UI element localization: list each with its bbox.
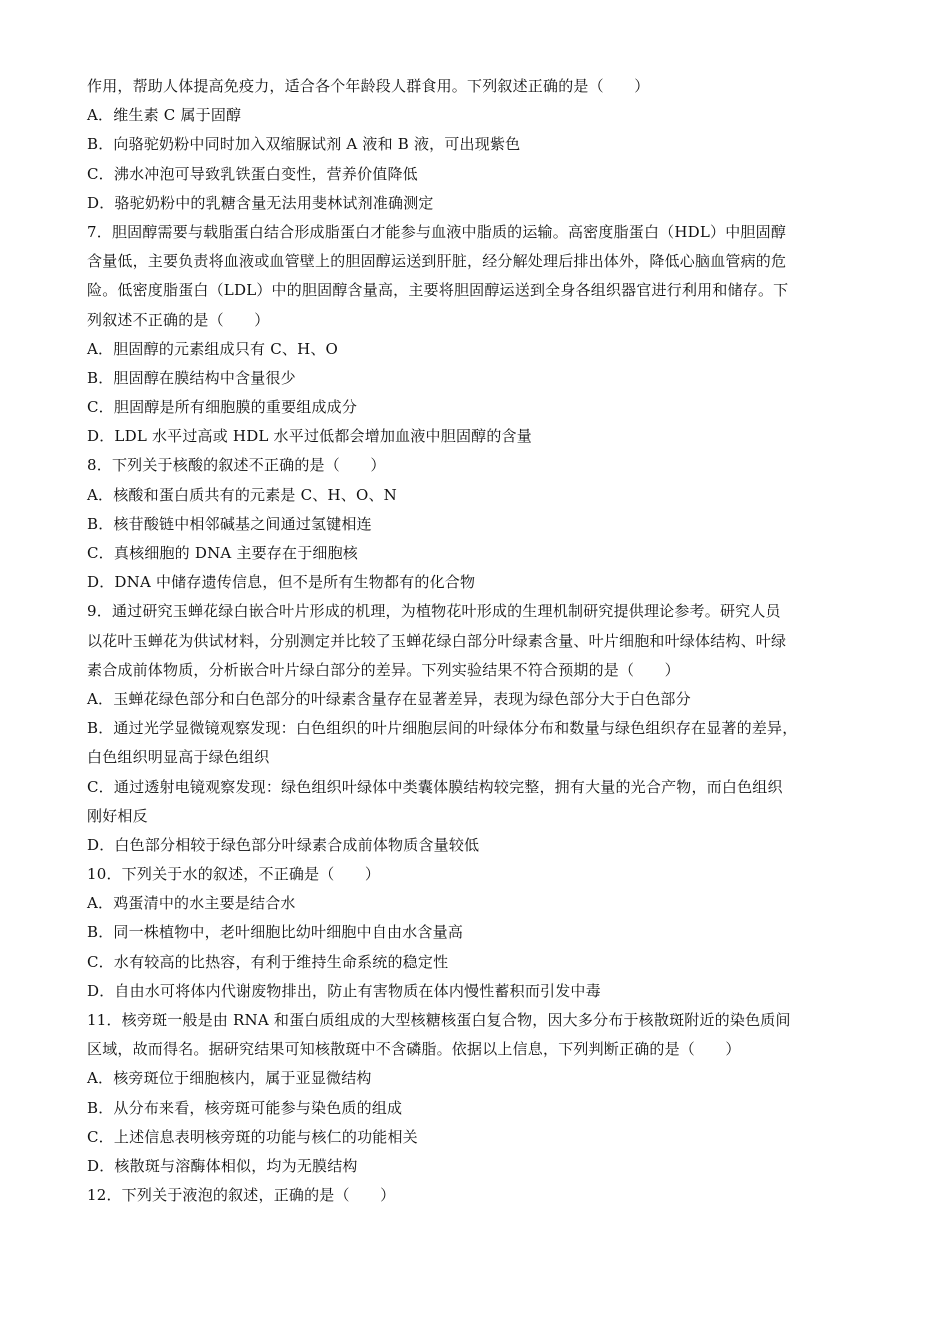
question-7-option-c: C．胆固醇是所有细胞膜的重要组成成分 xyxy=(87,398,358,417)
question-11-option-b: B．从分布来看，核旁斑可能参与染色质的组成 xyxy=(87,1098,403,1117)
question-11-option-c: C．上述信息表明核旁斑的功能与核仁的功能相关 xyxy=(87,1127,418,1146)
question-9-option-b-line-2: 白色组织明显高于绿色组织 xyxy=(87,748,270,767)
question-7-option-d: D．LDL 水平过高或 HDL 水平过低都会增加血液中胆固醇的含量 xyxy=(87,427,532,446)
question-7-stem-line-4: 列叙述不正确的是（ ） xyxy=(87,310,270,329)
question-10-option-d: D．自由水可将体内代谢废物排出，防止有害物质在体内慢性蓄积而引发中毒 xyxy=(87,981,601,1000)
question-9-stem-line-1: 9．通过研究玉蝉花绿白嵌合叶片形成的机理，为植物花叶形成的生理机制研究提供理论参考。研究人员 xyxy=(87,602,781,621)
exam-page xyxy=(87,72,877,1210)
question-6-option-a: A．维生素 C 属于固醇 xyxy=(87,106,242,125)
question-8-option-a: A．核酸和蛋白质共有的元素是 C、H、O、N xyxy=(87,485,397,504)
question-10-option-c: C．水有较高的比热容，有利于维持生命系统的稳定性 xyxy=(87,952,449,971)
question-9-option-c-line-2: 刚好相反 xyxy=(87,806,148,825)
question-8-option-c: C．真核细胞的 DNA 主要存在于细胞核 xyxy=(87,544,358,562)
question-9-option-b-line-1: B．通过光学显微镜观察发现：白色组织的叶片细胞层间的叶绿体分布和数量与绿色组织存在显著的差异， xyxy=(87,719,798,738)
question-10-option-a: A．鸡蛋清中的水主要是结合水 xyxy=(87,894,296,913)
question-10-stem: 10．下列关于水的叙述，不正确是（ ） xyxy=(87,865,381,884)
question-11-option-d: D．核散斑与溶酶体相似，均为无膜结构 xyxy=(87,1156,358,1175)
question-9-stem-line-2: 以花叶玉蝉花为供试材料，分别测定并比较了玉蝉花绿白部分叶绿素含量、叶片细胞和叶绿体结构、叶绿 xyxy=(87,631,787,650)
question-11-stem-line-1: 11．核旁斑一般是由 RNA 和蛋白质组成的大型核糖核蛋白复合物，因大多分布于核散斑附近的染色质间 xyxy=(87,1011,791,1029)
question-9 xyxy=(87,597,877,860)
question-6 xyxy=(87,72,877,218)
question-9-stem-line-3: 素合成前体物质，分析嵌合叶片绿白部分的差异。下列实验结果不符合预期的是（ ） xyxy=(87,660,680,679)
question-7-stem-line-2: 含量低，主要负责将血液或血管壁上的胆固醇运送到肝脏，经分解处理后排出体外，降低心脑血管病的危 xyxy=(87,252,787,271)
question-8-option-d: D．DNA 中储存遗传信息，但不是所有生物都有的化合物 xyxy=(87,573,476,592)
question-11 xyxy=(87,1006,877,1181)
question-6-stem-tail: 作用，帮助人体提高免疫力，适合各个年龄段人群食用。下列叙述正确的是（ ） xyxy=(87,77,650,95)
question-9-option-d: D．白色部分相较于绿色部分叶绿素合成前体物质含量较低 xyxy=(87,835,480,854)
question-8-option-b: B．核苷酸链中相邻碱基之间通过氢键相连 xyxy=(87,514,372,533)
question-11-stem-line-2: 区域，故而得名。据研究结果可知核散斑中不含磷脂。依据以上信息，下列判断正确的是（ ） xyxy=(87,1040,741,1059)
question-10 xyxy=(87,860,877,1006)
question-6-option-c: C．沸水冲泡可导致乳铁蛋白变性，营养价值降低 xyxy=(87,164,418,183)
question-7-stem-line-1: 7．胆固醇需要与载脂蛋白结合形成脂蛋白才能参与血液中脂质的运输。高密度脂蛋白（HDL）中胆固醇 xyxy=(87,222,787,241)
question-6-option-b: B．向骆驼奶粉中同时加入双缩脲试剂 A 液和 B 液，可出现紫色 xyxy=(87,135,521,154)
question-7-option-b: B．胆固醇在膜结构中含量很少 xyxy=(87,368,296,387)
question-12-stem: 12．下列关于液泡的叙述，正确的是（ ） xyxy=(87,1186,396,1205)
question-8 xyxy=(87,451,877,597)
question-7-stem-line-3: 险。低密度脂蛋白（LDL）中的胆固醇含量高，主要将胆固醇运送到全身各组织器官进行利用和储存。下 xyxy=(87,281,789,300)
question-9-option-a: A．玉蝉花绿色部分和白色部分的叶绿素含量存在显著差异，表现为绿色部分大于白色部分 xyxy=(87,689,691,708)
question-7-option-a: A．胆固醇的元素组成只有 C、H、O xyxy=(87,339,339,358)
question-9-option-c-line-1: C．通过透射电镜观察发现：绿色组织叶绿体中类囊体膜结构较完整，拥有大量的光合产物，而白色组织 xyxy=(87,777,783,796)
question-6-option-d: D．骆驼奶粉中的乳糖含量无法用斐林试剂准确测定 xyxy=(87,193,434,212)
question-11-option-a: A．核旁斑位于细胞核内，属于亚显微结构 xyxy=(87,1069,372,1088)
question-8-stem: 8．下列关于核酸的叙述不正确的是（ ） xyxy=(87,456,386,475)
question-7 xyxy=(87,218,877,452)
question-10-option-b: B．同一株植物中，老叶细胞比幼叶细胞中自由水含量高 xyxy=(87,923,464,942)
question-12 xyxy=(87,1181,877,1210)
